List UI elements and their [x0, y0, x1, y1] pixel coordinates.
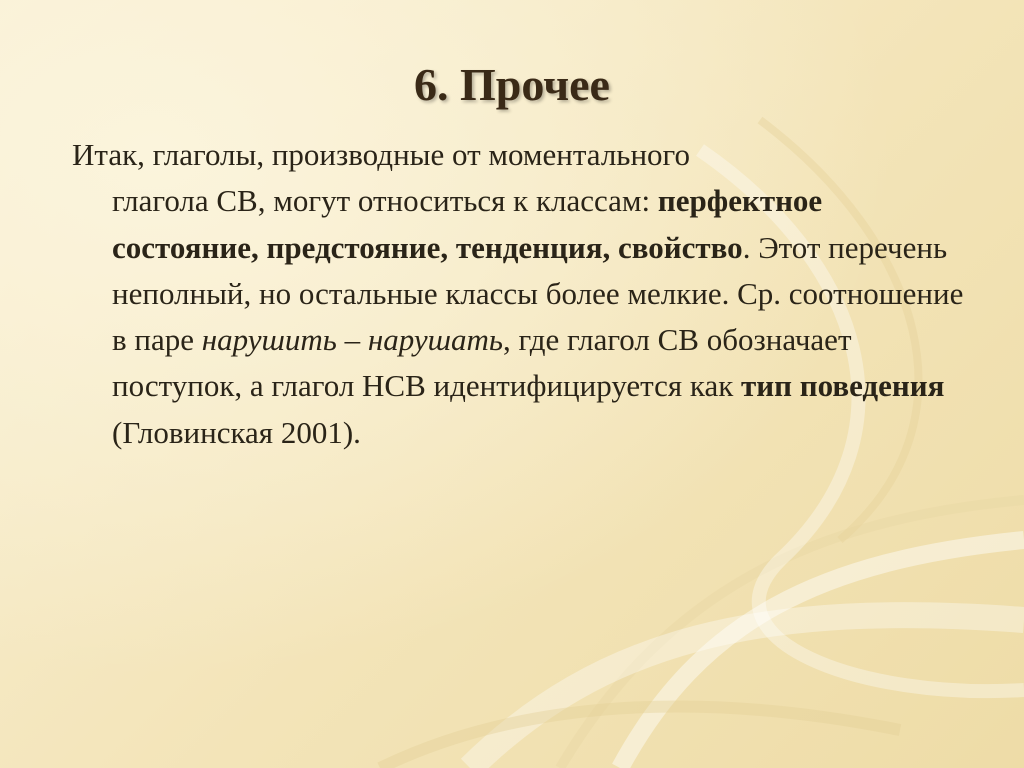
italic-term-narushit: нарушить [201, 322, 337, 358]
italic-term-narushat: нарушать [367, 322, 504, 358]
slide-title: 6. Прочее [414, 59, 610, 110]
paragraph-first-line: Итак, глаголы, производные от моментального [72, 137, 690, 172]
text-segment: глагола СВ, могут относиться к классам: [112, 183, 658, 219]
slide-body-paragraph [72, 132, 972, 456]
text-segment: , где глагол СВ обозначает поступок, а глагол НСВ идентифицируется как [112, 322, 852, 404]
bold-term-classes: перфектное состояние, предстояние, тенденция, свойство [112, 183, 823, 265]
paragraph-continuation [72, 178, 972, 456]
text-segment: (Гловинская 2001). [112, 414, 361, 450]
text-segment: – [336, 322, 368, 358]
text-segment: . Этот перечень неполный, но остальные классы более мелкие. Ср. соотношение в паре [112, 229, 964, 358]
bold-term-behavior-type: тип поведения [741, 368, 945, 404]
